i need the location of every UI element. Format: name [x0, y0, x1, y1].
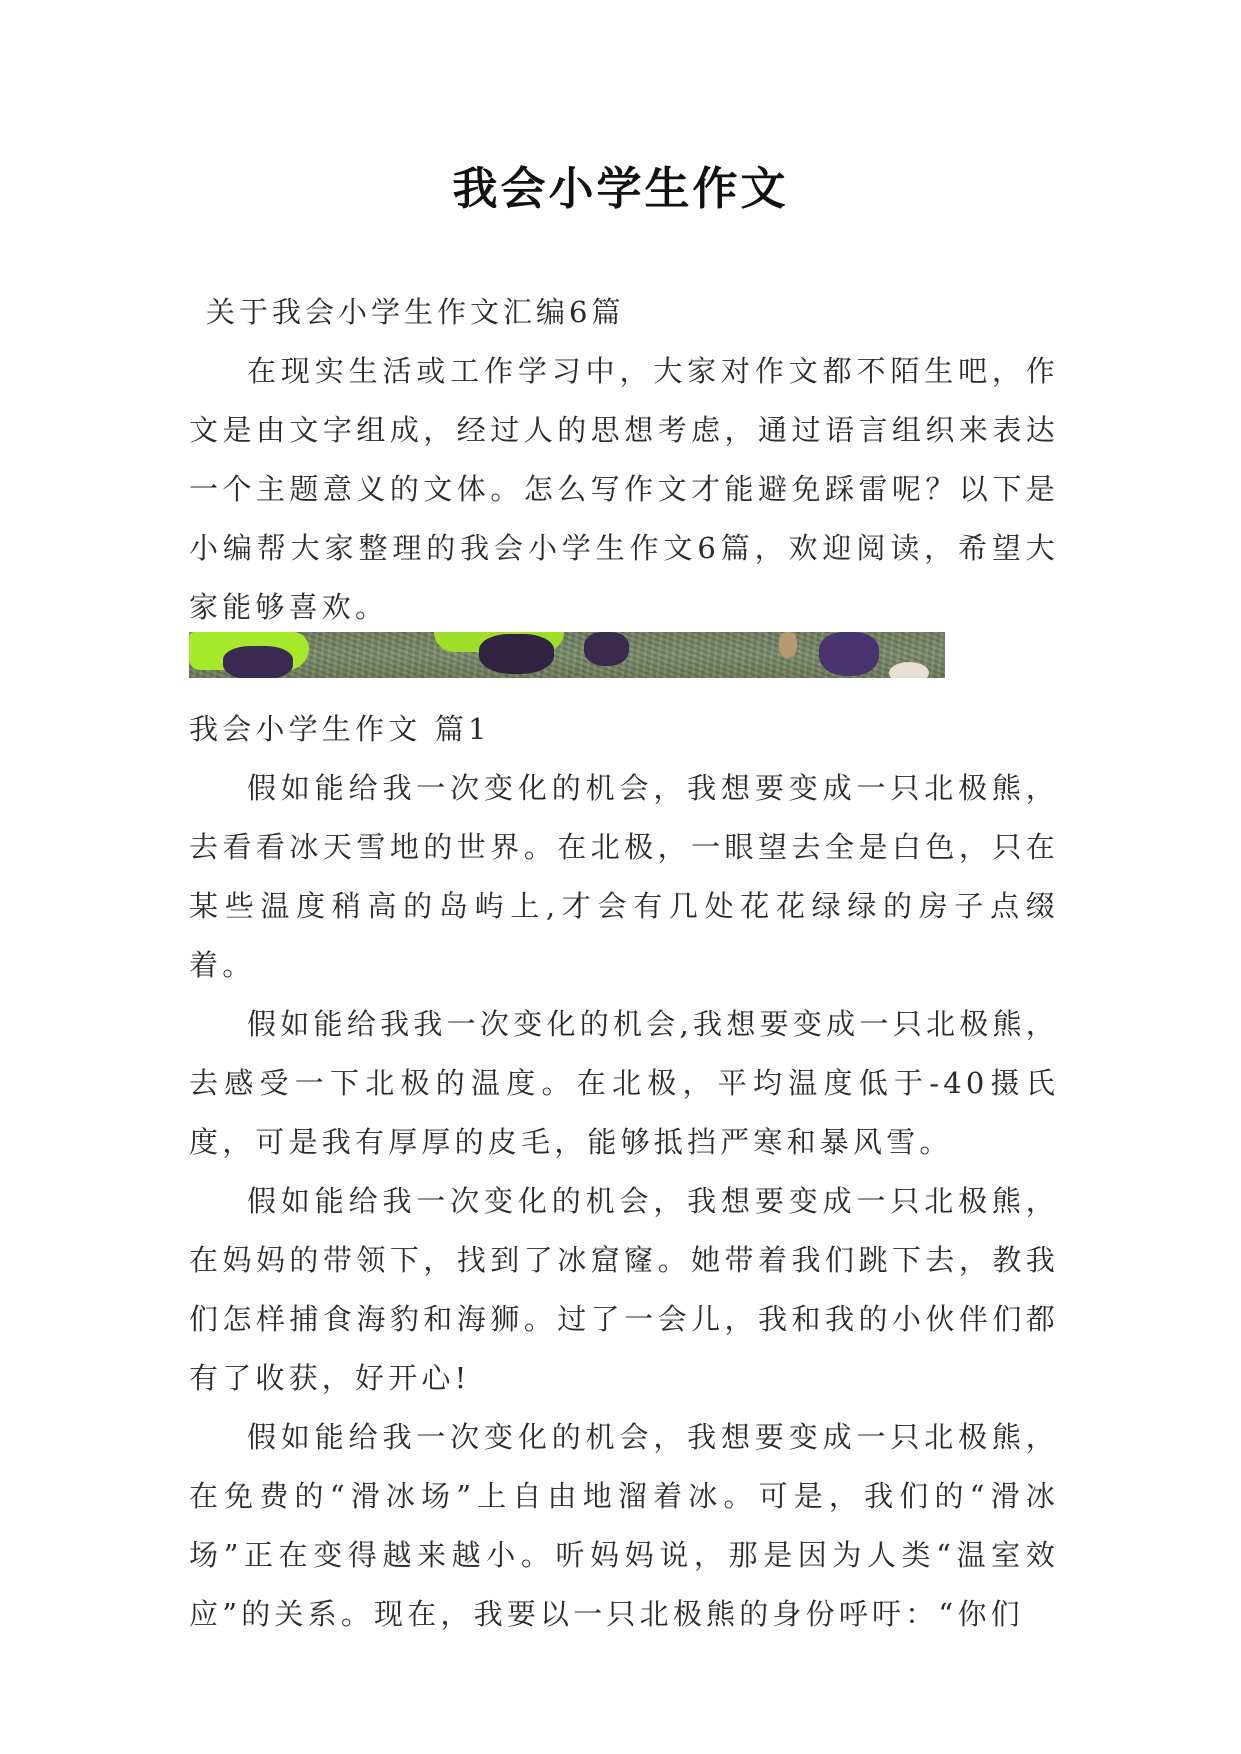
dark-sock-left — [223, 646, 293, 678]
section-paragraph-2: 假如能给我我一次变化的机会,我想要变成一只北极熊，去感受一下北极的温度。在北极，平均温度低于-40摄氏度，可是我有厚厚的皮毛，能够抵挡严寒和暴风雪。 — [189, 1007, 1059, 1159]
intro-section — [189, 342, 1059, 637]
section-heading: 我会小学生作文 篇1 — [189, 712, 491, 746]
dark-shoe-right — [819, 632, 879, 676]
section-1 — [189, 700, 1059, 1644]
ball-icon — [889, 662, 929, 678]
section-paragraph-4: 假如能给我一次变化的机会，我想要变成一只北极熊，在免费的“滑冰场”上自由地溜着冰。可是，我们的“滑冰场”正在变得越来越小。听妈妈说，那是因为人类“温室效应”的关系。现在，我要以一只北极熊的身份呼吁：“你们 — [189, 1420, 1059, 1631]
dark-shoe-center-2 — [584, 632, 629, 666]
intro-paragraph: 在现实生活或工作学习中，大家对作文都不陌生吧，作文是由文字组成，经过人的思想考虑，通过语言组织来表达一个主题意义的文体。怎么写作文才能避免踩雷呢？以下是小编帮大家整理的我会小学生作文6篇，欢迎阅读，希望大家能够喜欢。 — [189, 354, 1059, 624]
dark-shoe-center — [479, 634, 554, 674]
section-paragraph-1: 假如能给我一次变化的机会，我想要变成一只北极熊，去看看冰天雪地的世界。在北极，一眼望去全是白色，只在某些温度稍高的岛屿上,才会有几处花花绿绿的房子点缀着。 — [189, 771, 1059, 982]
document-subtitle: 关于我会小学生作文汇编6篇 — [206, 295, 625, 329]
document-title: 我会小学生作文 — [452, 162, 789, 215]
tan-leg — [779, 632, 797, 658]
photo-strip-icon — [189, 632, 945, 678]
section-paragraph-3: 假如能给我一次变化的机会，我想要变成一只北极熊，在妈妈的带领下，找到了冰窟窿。她带着我们跳下去，教我们怎样捕食海豹和海狮。过了一会儿，我和我的小伙伴们都有了收获，好开心! — [189, 1184, 1059, 1395]
